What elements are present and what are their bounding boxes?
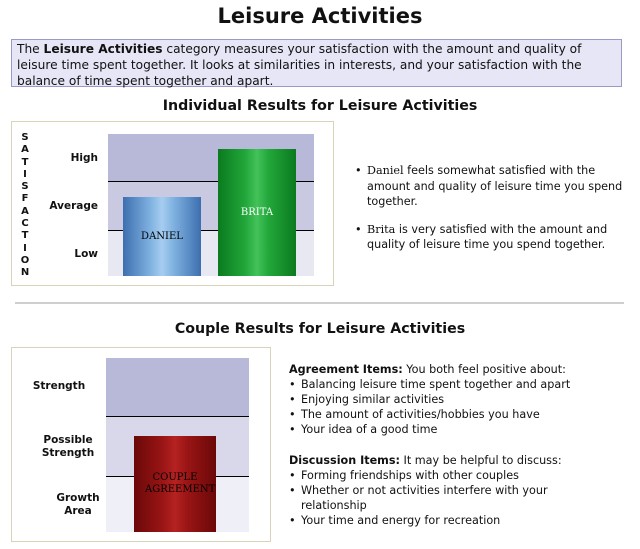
axis-letter: A <box>21 205 29 217</box>
discussion-list <box>289 468 579 528</box>
page-title: Leisure Activities <box>217 4 423 28</box>
list-item: • The amount of activities/hobbies you have <box>289 407 629 422</box>
note-brita <box>355 222 625 253</box>
list-item: • Enjoying similar activities <box>289 392 629 407</box>
bar-daniel <box>123 197 201 276</box>
note-daniel-name: Daniel <box>367 164 404 177</box>
agreement-title: Agreement Items: <box>289 363 403 376</box>
axis-letter: T <box>21 156 29 168</box>
note-brita-name: Brita <box>367 222 396 236</box>
note-brita-text: is very satisfied with the amount and quality of leisure time you spend together. <box>367 222 608 252</box>
intro-category-name: Leisure Activities <box>43 42 163 56</box>
axis-letter: T <box>21 230 29 242</box>
discussion-header <box>289 453 629 468</box>
list-item: • Forming friendships with other couples <box>289 468 579 483</box>
bar-brita <box>218 149 296 276</box>
bar-couple-agreement <box>134 436 216 532</box>
individual-chart-plot <box>108 134 314 276</box>
axis-letter: S <box>21 181 29 193</box>
list-item: • Your idea of a good time <box>289 422 629 437</box>
note-daniel-text: feels somewhat satisfied with the amount and quality of leisure time you spend together. <box>367 164 623 209</box>
intro-before: The <box>17 42 44 56</box>
list-item: • Whether or not activities interfere with your relationship <box>289 483 579 513</box>
axis-letter: I <box>23 242 27 254</box>
level-low: Low <box>74 248 98 260</box>
individual-results-heading: Individual Results for Leisure Activities <box>162 98 478 114</box>
gridline-strength <box>106 416 249 417</box>
level-strength: Strength <box>32 380 86 392</box>
axis-letter: C <box>21 218 29 230</box>
discussion-items <box>289 453 629 528</box>
bar-couple-agreement-label: COUPLE AGREEMENT <box>145 472 216 495</box>
individual-notes-list <box>355 163 625 253</box>
axis-letter: O <box>20 254 30 266</box>
couple-chart-plot <box>106 358 249 532</box>
intro-after: category measures your satisfaction with the amount and quality of leisure time spent together. It looks at similarities in interests, and your satisfaction with the balance of time spent together and apart. <box>17 42 582 88</box>
axis-letter: S <box>21 132 29 143</box>
level-high: High <box>70 152 98 164</box>
bar-brita-label: BRITA <box>240 207 274 218</box>
discussion-title: Discussion Items: <box>289 454 400 467</box>
note-daniel <box>355 163 625 210</box>
list-item: • Your time and energy for recreation <box>289 513 579 528</box>
agreement-items <box>289 362 629 437</box>
axis-letter: I <box>23 168 27 180</box>
list-item: • Balancing leisure time spent together and apart <box>289 377 629 392</box>
axis-letter: F <box>21 193 29 205</box>
axis-letter: N <box>20 267 30 279</box>
agreement-lead: You both feel positive about: <box>402 363 566 376</box>
discussion-lead: It may be helpful to discuss: <box>399 454 562 467</box>
satisfaction-axis-label <box>15 132 35 280</box>
couple-results-heading: Couple Results for Leisure Activities <box>174 321 466 337</box>
level-possible-strength: Possible Strength <box>41 434 95 459</box>
level-average: Average <box>49 200 98 212</box>
band-strength <box>106 358 249 416</box>
section-divider <box>15 302 624 304</box>
agreement-header <box>289 362 629 377</box>
category-description <box>11 39 622 87</box>
agreement-list <box>289 377 629 437</box>
axis-letter: A <box>21 144 29 156</box>
level-growth-area: Growth Area <box>56 492 100 517</box>
bar-daniel-label: DANIEL <box>141 231 183 242</box>
